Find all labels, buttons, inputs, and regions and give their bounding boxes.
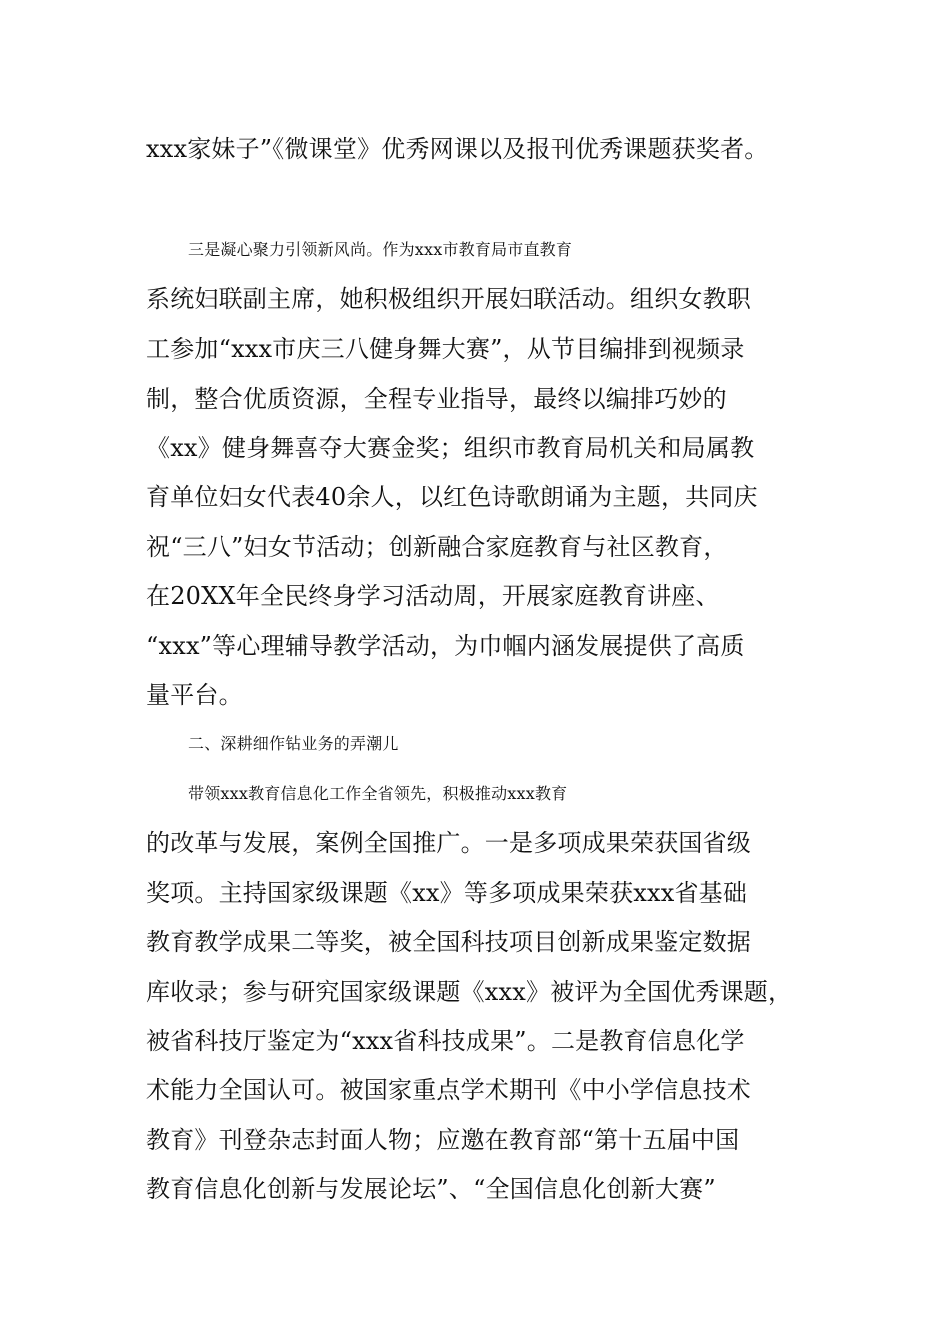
text-line-19: 术能力全国认可。被国家重点学术期刊《中小学信息技术	[146, 1076, 751, 1104]
text-line-8: 祝“三八”妇女节活动；创新融合家庭教育与社区教育，	[146, 533, 728, 561]
text-line-11: 量平台。	[146, 681, 243, 709]
text-line-18: 被省科技厅鉴定为“xxx省科技成果”。二是教育信息化学	[146, 1027, 745, 1055]
text-line-15: 奖项。主持国家级课题《xx》等多项成果荣获xxx省基础	[146, 879, 748, 907]
text-line-4: 工参加“xxx市庆三八健身舞大赛”，从节目编排到视频录	[146, 335, 745, 363]
text-line-1: xxx家妹子”《微课堂》优秀网课以及报刊优秀课题获奖者。	[146, 135, 769, 163]
section-heading: 二、深耕细作钻业务的弄潮儿	[188, 734, 399, 753]
text-line-7: 育单位妇女代表40余人，以红色诗歌朗诵为主题，共同庆	[146, 483, 758, 511]
text-line-9: 在20XX年全民终身学习活动周，开展家庭教育讲座、	[146, 582, 720, 610]
text-line-6: 《xx》健身舞喜夺大赛金奖；组织市教育局机关和局属教	[146, 434, 755, 462]
text-line-3: 系统妇联副主席，她积极组织开展妇联活动。组织女教职	[146, 285, 751, 313]
text-line-20: 教育》刊登杂志封面人物；应邀在教育部“第十五届中国	[146, 1126, 740, 1154]
text-line-21: 教育信息化创新与发展论坛”、“全国信息化创新大赛”	[146, 1175, 716, 1203]
text-line-16: 教育教学成果二等奖，被全国科技项目创新成果鉴定数据	[146, 928, 751, 956]
text-line-14: 的改革与发展，案例全国推广。一是多项成果荣获国省级	[146, 829, 751, 857]
text-line-2: 三是凝心聚力引领新风尚。作为xxx市教育局市直教育	[188, 240, 573, 259]
text-line-10: “xxx”等心理辅导教学活动，为巾帼内涵发展提供了高质	[146, 632, 745, 660]
text-line-17: 库收录；参与研究国家级课题《xxx》被评为全国优秀课题，	[146, 978, 793, 1006]
text-line-5: 制，整合优质资源，全程专业指导，最终以编排巧妙的	[146, 385, 727, 413]
text-line-13: 带领xxx教育信息化工作全省领先，积极推动xxx教育	[188, 784, 568, 803]
